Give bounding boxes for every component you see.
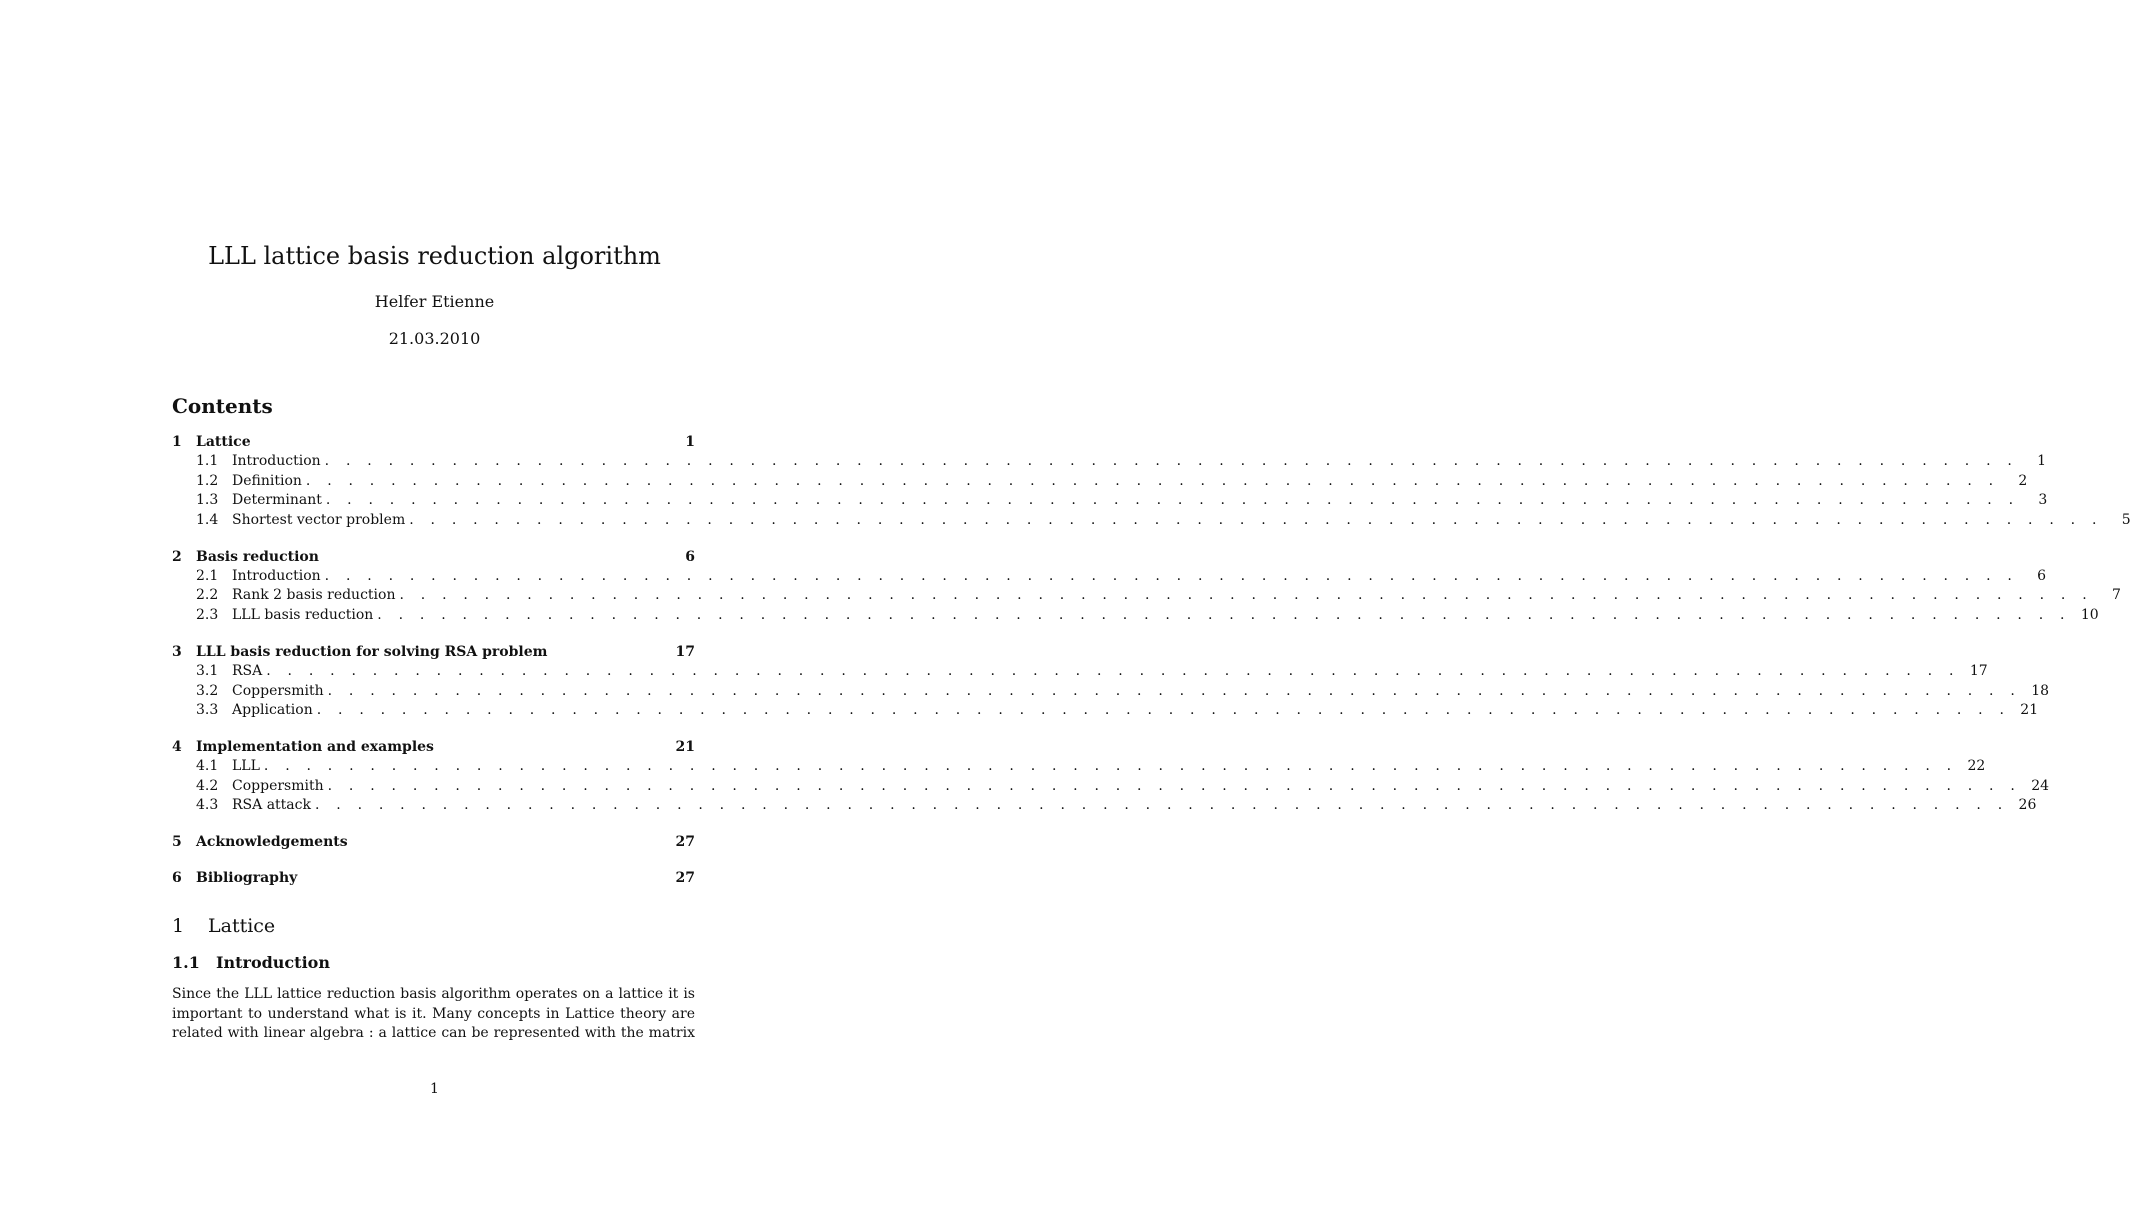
toc-section-entry[interactable] xyxy=(172,832,695,852)
toc-subsection-entry[interactable] xyxy=(172,701,2039,721)
toc-subsection-page: 5 xyxy=(2121,512,2131,529)
toc-section-page: 1 xyxy=(685,434,695,450)
toc-dot-leader: . . . . . . . . . . . . . . . . . . . . . . . . . . . . . . . . . . . . . . . . . . . . . . . . . . . . . . . . . . . . . . . . . . . . . . . . . . . . . . . . xyxy=(305,472,2000,489)
section-title: Lattice xyxy=(208,915,276,937)
toc-section-title: Acknowledgements xyxy=(196,833,348,850)
page-number: 1 xyxy=(430,1081,439,1097)
toc-section-page: 6 xyxy=(685,548,695,565)
toc-section-number: 3 xyxy=(172,643,182,660)
toc-section-page: 27 xyxy=(675,869,695,886)
toc-dot-leader: . . . . . . . . . . . . . . . . . . . . . . . . . . . . . . . . . . . . . . . . . . . . . . . . . . . . . . . . . . . . . . . . . . . . . . . . . . . . . . . . xyxy=(377,607,2071,624)
toc-dot-leader: . . . . . . . . . . . . . . . . . . . . . . . . . . . . . . . . . . . . . . . . . . . . . . . . . . . . . . . . . . . . . . . . . . . . . . . . . . . . . . . . xyxy=(409,512,2103,529)
contents-heading: Contents xyxy=(172,394,273,418)
toc-subsection-page: 3 xyxy=(2038,492,2048,509)
toc-subsection-title: Coppersmith xyxy=(232,682,324,699)
toc-subsection-entry[interactable] xyxy=(172,796,2037,816)
toc-section-number: 1 xyxy=(172,434,182,450)
toc-subsection-page: 1 xyxy=(2037,453,2047,469)
toc-subsection-title: Definition xyxy=(232,472,302,489)
toc-section-entry[interactable] xyxy=(172,737,695,757)
toc-dot-leader: . . . . . . . . . . . . . . . . . . . . . . . . . . . . . . . . . . . . . . . . . . . . . . . . . . . . . . . . . . . . . . . . . . . . . . . . . . . . . . . . xyxy=(316,702,2011,719)
section-number: 1 xyxy=(172,915,185,937)
toc-subsection-entry[interactable] xyxy=(172,662,1988,682)
toc-subsection-entry[interactable] xyxy=(172,777,2050,797)
toc-section-entry[interactable] xyxy=(172,432,695,452)
toc-section-title: LLL basis reduction for solving RSA problem xyxy=(196,643,548,660)
toc-subsection-title: LLL xyxy=(232,757,260,774)
toc-section xyxy=(172,832,695,852)
toc-section-entry[interactable] xyxy=(172,642,695,662)
toc-section-number: 4 xyxy=(172,738,182,755)
table-of-contents xyxy=(172,432,2131,904)
toc-section-number: 6 xyxy=(172,869,182,886)
toc-subsection-number: 3.3 xyxy=(196,702,219,719)
toc-section xyxy=(172,642,2050,721)
toc-section-number: 2 xyxy=(172,548,182,565)
toc-subsection-page: 18 xyxy=(2031,682,2050,699)
toc-section-title: Lattice xyxy=(196,434,251,450)
toc-subsection-page: 6 xyxy=(2037,567,2047,584)
toc-section-page: 21 xyxy=(675,738,695,755)
toc-dot-leader: . . . . . . . . . . . . . . . . . . . . . . . . . . . . . . . . . . . . . . . . . . . . . . . . . . . . . . . . . . . . . . . . . . . . . . . . . . . . . . . . xyxy=(324,567,2019,584)
toc-subsection-number: 4.3 xyxy=(196,797,219,814)
paragraph-line: related with linear algebra : a lattice can be represented with the matrix xyxy=(172,1025,695,1041)
toc-section-title: Bibliography xyxy=(196,869,298,886)
toc-section xyxy=(172,737,2050,816)
toc-subsection-entry[interactable] xyxy=(172,511,2131,531)
toc-subsection-page: 2 xyxy=(2018,472,2028,489)
toc-subsection-number: 1.1 xyxy=(196,453,219,469)
toc-subsection-page: 21 xyxy=(2020,702,2039,719)
toc-dot-leader: . . . . . . . . . . . . . . . . . . . . . . . . . . . . . . . . . . . . . . . . . . . . . . . . . . . . . . . . . . . . . . . . . . . . . . . . . . . . . . . . xyxy=(266,662,1960,679)
toc-subsection-title: Determinant xyxy=(232,492,322,509)
toc-subsection-page: 17 xyxy=(1969,662,1988,679)
toc-subsection-page: 22 xyxy=(1967,757,1986,774)
toc-subsection-page: 10 xyxy=(2080,607,2099,624)
toc-subsection-title: Introduction xyxy=(232,453,321,469)
toc-dot-leader: . . . . . . . . . . . . . . . . . . . . . . . . . . . . . . . . . . . . . . . . . . . . . . . . . . . . . . . . . . . . . . . . . . . . . . . . . . . . . . . . xyxy=(325,492,2020,509)
toc-subsection-number: 2.3 xyxy=(196,607,219,624)
toc-dot-leader: . . . . . . . . . . . . . . . . . . . . . . . . . . . . . . . . . . . . . . . . . . . . . . . . . . . . . . . . . . . . . . . . . . . . . . . . . . . . . . . . xyxy=(324,453,2019,469)
toc-section xyxy=(172,547,2121,626)
subsection-title: Introduction xyxy=(216,953,330,972)
toc-subsection-number: 3.2 xyxy=(196,682,219,699)
toc-subsection-entry[interactable] xyxy=(172,491,2048,511)
toc-subsection-entry[interactable] xyxy=(172,567,2047,587)
toc-section-title: Basis reduction xyxy=(196,548,319,565)
document-date: 21.03.2010 xyxy=(388,329,481,348)
paragraph-line: important to understand what is it. Many concepts in Lattice theory are xyxy=(172,1005,695,1022)
toc-section-page: 17 xyxy=(675,643,695,660)
toc-subsection-title: RSA xyxy=(232,662,263,679)
toc-subsection-number: 2.2 xyxy=(196,587,219,604)
toc-section-title: Implementation and examples xyxy=(196,738,434,755)
toc-section xyxy=(172,868,695,888)
toc-dot-leader: . . . . . . . . . . . . . . . . . . . . . . . . . . . . . . . . . . . . . . . . . . . . . . . . . . . . . . . . . . . . . . . . . . . . . . . . . . . . . . . . xyxy=(327,682,2022,699)
toc-subsection-title: Coppersmith xyxy=(232,777,324,794)
toc-section-page: 27 xyxy=(675,833,695,850)
toc-subsection-title: RSA attack xyxy=(232,797,311,814)
toc-subsection-entry[interactable] xyxy=(172,452,2047,472)
toc-subsection-page: 24 xyxy=(2031,777,2050,794)
subsection-heading xyxy=(172,952,330,974)
toc-dot-leader: . . . . . . . . . . . . . . . . . . . . . . . . . . . . . . . . . . . . . . . . . . . . . . . . . . . . . . . . . . . . . . . . . . . . . . . . . . . . . . . . xyxy=(327,777,2022,794)
toc-subsection-number: 3.1 xyxy=(196,662,219,679)
document-title: LLL lattice basis reduction algorithm xyxy=(208,242,661,270)
toc-subsection-page: 7 xyxy=(2111,587,2121,604)
toc-subsection-entry[interactable] xyxy=(172,606,2099,626)
toc-section-entry[interactable] xyxy=(172,868,695,888)
subsection-number: 1.1 xyxy=(172,953,200,972)
body-paragraph xyxy=(172,985,695,1044)
toc-subsection-number: 1.4 xyxy=(196,512,219,529)
paragraph-line: Since the LLL lattice reduction basis algorithm operates on a lattice it is xyxy=(172,986,695,1002)
toc-subsection-entry[interactable] xyxy=(172,682,2050,702)
toc-subsection-number: 2.1 xyxy=(196,567,219,584)
section-heading xyxy=(172,913,275,939)
toc-subsection-number: 4.2 xyxy=(196,777,219,794)
toc-subsection-number: 4.1 xyxy=(196,757,219,774)
toc-subsection-entry[interactable] xyxy=(172,757,1986,777)
toc-section-number: 5 xyxy=(172,833,182,850)
toc-dot-leader: . . . . . . . . . . . . . . . . . . . . . . . . . . . . . . . . . . . . . . . . . . . . . . . . . . . . . . . . . . . . . . . . . . . . . . . . . . . . . . . . xyxy=(263,757,1958,774)
toc-subsection-title: Shortest vector problem xyxy=(232,512,406,529)
toc-subsection-title: LLL basis reduction xyxy=(232,607,374,624)
toc-subsection-entry[interactable] xyxy=(172,586,2121,606)
toc-dot-leader: . . . . . . . . . . . . . . . . . . . . . . . . . . . . . . . . . . . . . . . . . . . . . . . . . . . . . . . . . . . . . . . . . . . . . . . . . . . . . . . . xyxy=(314,797,2009,814)
toc-subsection-title: Rank 2 basis reduction xyxy=(232,587,396,604)
toc-section-entry[interactable] xyxy=(172,547,695,567)
toc-subsection-entry[interactable] xyxy=(172,472,2028,492)
toc-subsection-number: 1.3 xyxy=(196,492,219,509)
document-author: Helfer Etienne xyxy=(374,292,495,311)
toc-subsection-number: 1.2 xyxy=(196,472,219,489)
toc-section xyxy=(172,432,2131,531)
toc-subsection-title: Introduction xyxy=(232,567,321,584)
toc-dot-leader: . . . . . . . . . . . . . . . . . . . . . . . . . . . . . . . . . . . . . . . . . . . . . . . . . . . . . . . . . . . . . . . . . . . . . . . . . . . . . . . . xyxy=(399,587,2093,604)
toc-subsection-title: Application xyxy=(232,702,313,719)
toc-subsection-page: 26 xyxy=(2018,797,2037,814)
